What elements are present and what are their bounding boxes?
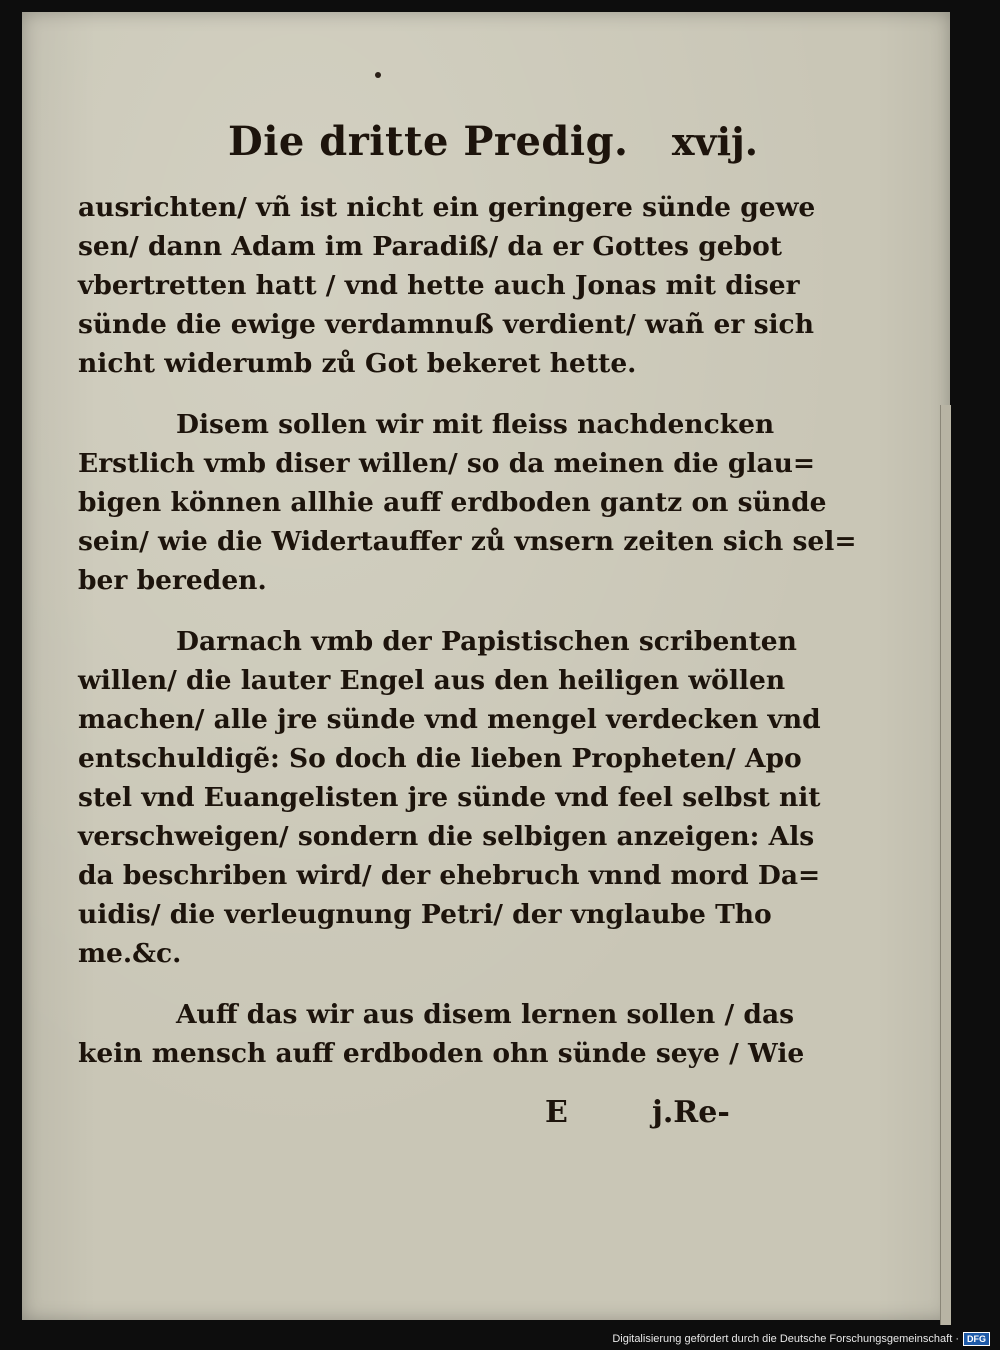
- page-title: Die dritte Predig.: [228, 118, 629, 165]
- text-line: machen/ alle jre sünde vnd mengel verdecken vnd: [78, 704, 821, 735]
- running-header: [228, 118, 758, 178]
- text-line: Darnach vmb der Papistischen scribenten: [176, 626, 797, 657]
- folio-number: xvij.: [671, 119, 758, 164]
- page-body: [78, 188, 857, 1095]
- text-line: sen/ dann Adam im Paradiß/ da er Gottes gebot: [78, 231, 783, 262]
- text-line: Erstlich vmb diser willen/ so da meinen die glau=: [78, 448, 816, 479]
- text-line: vbertretten hatt / vnd hette auch Jonas mit diser: [78, 270, 800, 301]
- paragraph: [78, 405, 857, 600]
- text-line: nicht widerumb zů Got bekeret hette.: [78, 348, 637, 379]
- text-line: stel vnd Euangelisten jre sünde vnd feel selbst nit: [78, 782, 821, 813]
- paragraph: [78, 622, 821, 973]
- credit-text: Digitalisierung gefördert durch die Deutsche Forschungsgemeinschaft ·: [612, 1333, 959, 1345]
- text-line: Disem sollen wir mit fleiss nachdencken: [176, 409, 775, 440]
- page-edge: [940, 405, 951, 1325]
- footer-line: [0, 1095, 1000, 1135]
- text-line: me.&c.: [78, 938, 182, 969]
- paragraph: [78, 188, 816, 383]
- text-line: entschuldigẽ: So doch die lieben Propheten/ Apo: [78, 743, 802, 774]
- text-line: ausrichten/ vñ ist nicht ein geringere sünde gewe: [78, 192, 816, 223]
- text-line: ber bereden.: [78, 565, 267, 596]
- text-line: sein/ wie die Widertauffer zů vnsern zeiten sich sel=: [78, 526, 857, 557]
- paragraph: [78, 995, 805, 1073]
- text-line: willen/ die lauter Engel aus den heiligen wöllen: [78, 665, 786, 696]
- catchword: j.Re-: [652, 1095, 730, 1130]
- text-line: sünde die ewige verdamnuß verdient/ wañ er sich: [78, 309, 814, 340]
- text-line: bigen können allhie auff erdboden gantz on sünde: [78, 487, 827, 518]
- ink-dot: [375, 72, 381, 78]
- text-line: da beschriben wird/ der ehebruch vnnd mord Da=: [78, 860, 821, 891]
- text-line: verschweigen/ sondern die selbigen anzeigen: Als: [78, 821, 815, 852]
- text-line: kein mensch auff erdboden ohn sünde seye / Wie: [78, 1038, 805, 1069]
- digitization-credit: [612, 1332, 990, 1346]
- signature-mark: E: [545, 1095, 568, 1130]
- text-line: uidis/ die verleugnung Petri/ der vnglaube Tho: [78, 899, 772, 930]
- text-line: Auff das wir aus disem lernen sollen / das: [176, 999, 795, 1030]
- dfg-logo: DFG: [963, 1332, 990, 1346]
